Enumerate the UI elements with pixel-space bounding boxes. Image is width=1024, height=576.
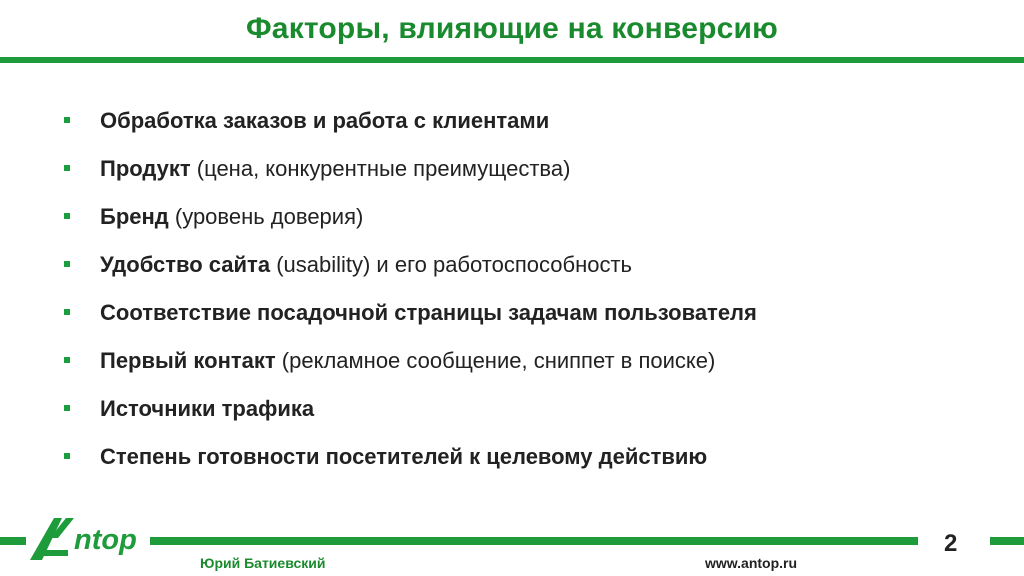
list-item-detail: (уровень доверия) xyxy=(168,204,364,229)
bullet-square-icon xyxy=(64,165,70,171)
footer-bar-right xyxy=(990,537,1024,545)
bullet-square-icon xyxy=(64,213,70,219)
bullet-square-icon xyxy=(64,309,70,315)
antop-logo xyxy=(28,514,148,562)
author-name: Юрий Батиевский xyxy=(200,555,326,571)
bullet-square-icon xyxy=(64,357,70,363)
list-item-bold: Источники трафика xyxy=(100,396,315,421)
list-item-text xyxy=(100,104,549,138)
list-item-detail: (цена, конкурентные преимущества) xyxy=(190,156,571,181)
bullet-square-icon xyxy=(64,453,70,459)
bullet-square-icon xyxy=(64,261,70,267)
bullet-square-icon xyxy=(64,405,70,411)
list-item-bold: Соответствие посадочной страницы задачам пользователя xyxy=(100,300,757,325)
list-item-text xyxy=(100,392,314,426)
list-item-bold: Удобство сайта xyxy=(100,252,271,277)
list-item-detail: (рекламное сообщение, сниппет в поиске) xyxy=(275,348,716,373)
svg-text:ntop: ntop xyxy=(74,524,137,556)
list-item-bold: Обработка заказов и работа с клиентами xyxy=(100,108,550,133)
list-item-text xyxy=(100,440,707,474)
list-item-detail: (usability) и его работоспособность xyxy=(270,252,633,277)
list-item-text xyxy=(100,200,363,234)
slide-title: Факторы, влияющие на конверсию xyxy=(246,12,778,45)
footer-bar-center xyxy=(150,537,918,545)
list-item-bold: Степень готовности посетителей к целевому действию xyxy=(100,444,708,469)
list-item-bold: Первый контакт xyxy=(100,348,276,373)
list-item-text xyxy=(100,248,632,282)
page-number: 2 xyxy=(944,530,958,557)
list-item-bold: Бренд xyxy=(100,204,169,229)
list-item-text xyxy=(100,296,757,330)
bullet-square-icon xyxy=(64,117,70,123)
list-item-text xyxy=(100,152,570,186)
list-item-text xyxy=(100,344,715,378)
title-divider xyxy=(0,57,1024,63)
footer-bar-left xyxy=(0,537,26,545)
list-item-bold: Продукт xyxy=(100,156,191,181)
website-url: www.antop.ru xyxy=(705,555,798,571)
